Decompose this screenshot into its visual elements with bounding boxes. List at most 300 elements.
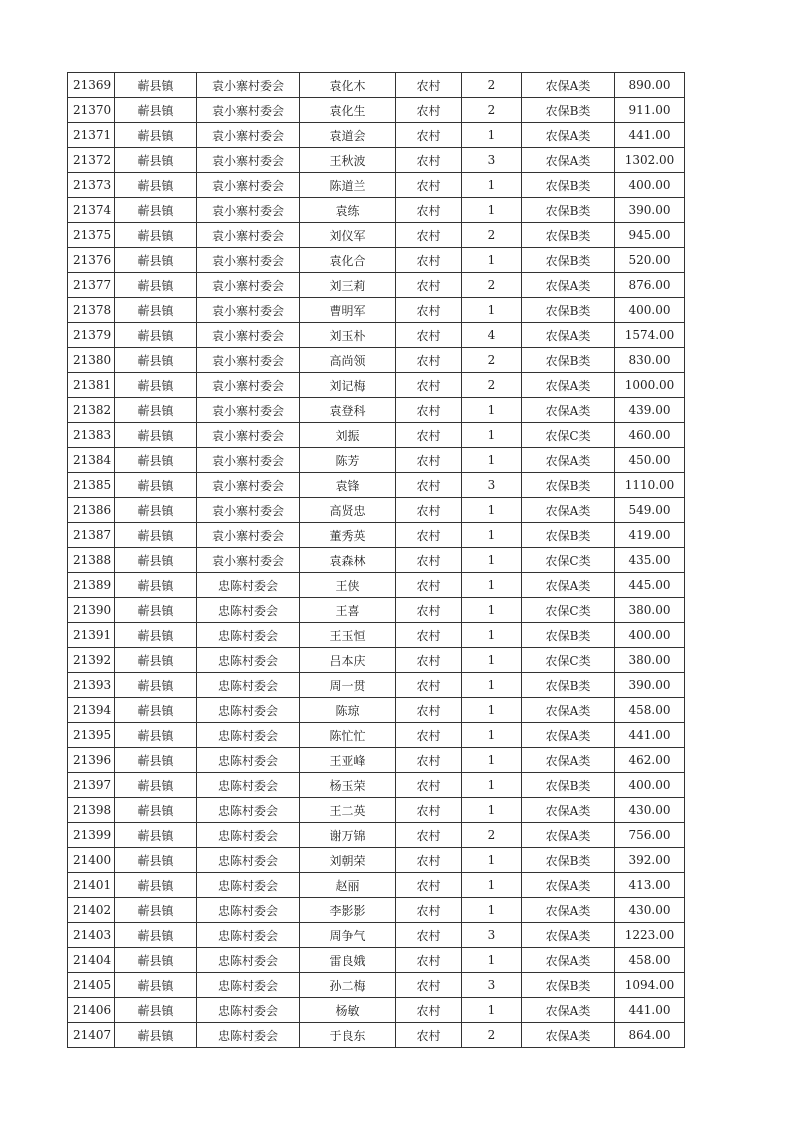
amount-cell: 392.00	[615, 848, 685, 873]
person-name-cell: 刘仪军	[300, 223, 396, 248]
persons-count-cell: 2	[462, 1023, 522, 1048]
insurance-category-cell: 农保A类	[522, 273, 615, 298]
table-row	[68, 498, 685, 523]
table-row	[68, 523, 685, 548]
person-name-cell: 王秋波	[300, 148, 396, 173]
person-name-cell: 刘玉朴	[300, 323, 396, 348]
village-committee-cell: 忠陈村委会	[197, 998, 300, 1023]
amount-cell: 400.00	[615, 173, 685, 198]
record-id-cell: 21394	[68, 698, 115, 723]
persons-count-cell: 2	[462, 348, 522, 373]
town-cell: 蕲县镇	[115, 748, 197, 773]
record-id-cell: 21380	[68, 348, 115, 373]
village-committee-cell: 忠陈村委会	[197, 648, 300, 673]
amount-cell: 441.00	[615, 998, 685, 1023]
table-row	[68, 573, 685, 598]
record-id-cell: 21401	[68, 873, 115, 898]
insurance-category-cell: 农保B类	[522, 223, 615, 248]
person-name-cell: 袁登科	[300, 398, 396, 423]
person-name-cell: 王喜	[300, 598, 396, 623]
amount-cell: 441.00	[615, 723, 685, 748]
table-row	[68, 948, 685, 973]
amount-cell: 911.00	[615, 98, 685, 123]
table-row	[68, 598, 685, 623]
record-id-cell: 21407	[68, 1023, 115, 1048]
amount-cell: 380.00	[615, 648, 685, 673]
record-id-cell: 21376	[68, 248, 115, 273]
household-type-cell: 农村	[396, 598, 462, 623]
table-row	[68, 248, 685, 273]
village-committee-cell: 袁小寨村委会	[197, 148, 300, 173]
table-row	[68, 98, 685, 123]
amount-cell: 1110.00	[615, 473, 685, 498]
amount-cell: 462.00	[615, 748, 685, 773]
persons-count-cell: 3	[462, 473, 522, 498]
household-type-cell: 农村	[396, 323, 462, 348]
household-type-cell: 农村	[396, 623, 462, 648]
record-id-cell: 21371	[68, 123, 115, 148]
insurance-category-cell: 农保A类	[522, 323, 615, 348]
person-name-cell: 赵丽	[300, 873, 396, 898]
persons-count-cell: 3	[462, 973, 522, 998]
roster-table	[67, 72, 685, 1048]
amount-cell: 400.00	[615, 298, 685, 323]
insurance-category-cell: 农保A类	[522, 148, 615, 173]
village-committee-cell: 忠陈村委会	[197, 898, 300, 923]
insurance-category-cell: 农保B类	[522, 973, 615, 998]
table-row	[68, 298, 685, 323]
amount-cell: 413.00	[615, 873, 685, 898]
person-name-cell: 刘振	[300, 423, 396, 448]
town-cell: 蕲县镇	[115, 73, 197, 98]
household-type-cell: 农村	[396, 648, 462, 673]
amount-cell: 419.00	[615, 523, 685, 548]
table-row	[68, 923, 685, 948]
town-cell: 蕲县镇	[115, 648, 197, 673]
persons-count-cell: 2	[462, 273, 522, 298]
amount-cell: 1302.00	[615, 148, 685, 173]
insurance-category-cell: 农保A类	[522, 498, 615, 523]
village-committee-cell: 忠陈村委会	[197, 573, 300, 598]
person-name-cell: 曹明军	[300, 298, 396, 323]
household-type-cell: 农村	[396, 148, 462, 173]
town-cell: 蕲县镇	[115, 698, 197, 723]
person-name-cell: 陈琼	[300, 698, 396, 723]
table-row	[68, 698, 685, 723]
persons-count-cell: 1	[462, 398, 522, 423]
household-type-cell: 农村	[396, 848, 462, 873]
persons-count-cell: 2	[462, 223, 522, 248]
table-row	[68, 773, 685, 798]
household-type-cell: 农村	[396, 823, 462, 848]
persons-count-cell: 1	[462, 873, 522, 898]
persons-count-cell: 1	[462, 123, 522, 148]
person-name-cell: 雷良娥	[300, 948, 396, 973]
table-row	[68, 998, 685, 1023]
amount-cell: 450.00	[615, 448, 685, 473]
village-committee-cell: 忠陈村委会	[197, 923, 300, 948]
household-type-cell: 农村	[396, 473, 462, 498]
insurance-category-cell: 农保B类	[522, 673, 615, 698]
household-type-cell: 农村	[396, 498, 462, 523]
record-id-cell: 21389	[68, 573, 115, 598]
village-committee-cell: 袁小寨村委会	[197, 548, 300, 573]
village-committee-cell: 袁小寨村委会	[197, 523, 300, 548]
person-name-cell: 谢万锦	[300, 823, 396, 848]
person-name-cell: 陈道兰	[300, 173, 396, 198]
table-row	[68, 1023, 685, 1048]
record-id-cell: 21387	[68, 523, 115, 548]
amount-cell: 430.00	[615, 798, 685, 823]
town-cell: 蕲县镇	[115, 598, 197, 623]
amount-cell: 864.00	[615, 1023, 685, 1048]
record-id-cell: 21390	[68, 598, 115, 623]
person-name-cell: 袁化生	[300, 98, 396, 123]
amount-cell: 1000.00	[615, 373, 685, 398]
town-cell: 蕲县镇	[115, 98, 197, 123]
person-name-cell: 杨玉荣	[300, 773, 396, 798]
town-cell: 蕲县镇	[115, 848, 197, 873]
record-id-cell: 21396	[68, 748, 115, 773]
insurance-category-cell: 农保A类	[522, 823, 615, 848]
insurance-category-cell: 农保C类	[522, 548, 615, 573]
amount-cell: 520.00	[615, 248, 685, 273]
record-id-cell: 21397	[68, 773, 115, 798]
person-name-cell: 王玉恒	[300, 623, 396, 648]
town-cell: 蕲县镇	[115, 398, 197, 423]
insurance-category-cell: 农保B类	[522, 848, 615, 873]
household-type-cell: 农村	[396, 98, 462, 123]
village-committee-cell: 袁小寨村委会	[197, 423, 300, 448]
amount-cell: 435.00	[615, 548, 685, 573]
household-type-cell: 农村	[396, 123, 462, 148]
town-cell: 蕲县镇	[115, 298, 197, 323]
village-committee-cell: 袁小寨村委会	[197, 323, 300, 348]
persons-count-cell: 3	[462, 923, 522, 948]
village-committee-cell: 袁小寨村委会	[197, 198, 300, 223]
person-name-cell: 孙二梅	[300, 973, 396, 998]
person-name-cell: 高尚领	[300, 348, 396, 373]
insurance-category-cell: 农保A类	[522, 948, 615, 973]
household-type-cell: 农村	[396, 348, 462, 373]
table-row	[68, 123, 685, 148]
persons-count-cell: 1	[462, 298, 522, 323]
amount-cell: 460.00	[615, 423, 685, 448]
household-type-cell: 农村	[396, 373, 462, 398]
person-name-cell: 袁道会	[300, 123, 396, 148]
person-name-cell: 袁锋	[300, 473, 396, 498]
household-type-cell: 农村	[396, 73, 462, 98]
town-cell: 蕲县镇	[115, 423, 197, 448]
table-row	[68, 548, 685, 573]
insurance-category-cell: 农保B类	[522, 473, 615, 498]
village-committee-cell: 袁小寨村委会	[197, 248, 300, 273]
table-row	[68, 623, 685, 648]
amount-cell: 890.00	[615, 73, 685, 98]
record-id-cell: 21378	[68, 298, 115, 323]
record-id-cell: 21402	[68, 898, 115, 923]
table-row	[68, 148, 685, 173]
village-committee-cell: 忠陈村委会	[197, 973, 300, 998]
persons-count-cell: 1	[462, 498, 522, 523]
insurance-category-cell: 农保A类	[522, 698, 615, 723]
household-type-cell: 农村	[396, 223, 462, 248]
persons-count-cell: 1	[462, 848, 522, 873]
persons-count-cell: 3	[462, 148, 522, 173]
household-type-cell: 农村	[396, 798, 462, 823]
person-name-cell: 袁森林	[300, 548, 396, 573]
town-cell: 蕲县镇	[115, 198, 197, 223]
person-name-cell: 袁化木	[300, 73, 396, 98]
record-id-cell: 21379	[68, 323, 115, 348]
table-row	[68, 798, 685, 823]
household-type-cell: 农村	[396, 948, 462, 973]
person-name-cell: 周一贯	[300, 673, 396, 698]
persons-count-cell: 1	[462, 448, 522, 473]
insurance-category-cell: 农保A类	[522, 873, 615, 898]
town-cell: 蕲县镇	[115, 573, 197, 598]
amount-cell: 390.00	[615, 198, 685, 223]
table-row	[68, 173, 685, 198]
village-committee-cell: 忠陈村委会	[197, 848, 300, 873]
persons-count-cell: 1	[462, 623, 522, 648]
person-name-cell: 王亚峰	[300, 748, 396, 773]
person-name-cell: 王侠	[300, 573, 396, 598]
amount-cell: 549.00	[615, 498, 685, 523]
table-row	[68, 348, 685, 373]
household-type-cell: 农村	[396, 898, 462, 923]
village-committee-cell: 忠陈村委会	[197, 873, 300, 898]
town-cell: 蕲县镇	[115, 873, 197, 898]
insurance-category-cell: 农保C类	[522, 648, 615, 673]
household-type-cell: 农村	[396, 523, 462, 548]
household-type-cell: 农村	[396, 173, 462, 198]
town-cell: 蕲县镇	[115, 373, 197, 398]
amount-cell: 945.00	[615, 223, 685, 248]
record-id-cell: 21399	[68, 823, 115, 848]
person-name-cell: 于良东	[300, 1023, 396, 1048]
insurance-category-cell: 农保A类	[522, 723, 615, 748]
record-id-cell: 21377	[68, 273, 115, 298]
village-committee-cell: 袁小寨村委会	[197, 223, 300, 248]
town-cell: 蕲县镇	[115, 798, 197, 823]
household-type-cell: 农村	[396, 298, 462, 323]
persons-count-cell: 1	[462, 998, 522, 1023]
town-cell: 蕲县镇	[115, 923, 197, 948]
amount-cell: 430.00	[615, 898, 685, 923]
insurance-category-cell: 农保B类	[522, 198, 615, 223]
household-type-cell: 农村	[396, 873, 462, 898]
record-id-cell: 21386	[68, 498, 115, 523]
person-name-cell: 袁化合	[300, 248, 396, 273]
village-committee-cell: 袁小寨村委会	[197, 123, 300, 148]
persons-count-cell: 1	[462, 248, 522, 273]
record-id-cell: 21400	[68, 848, 115, 873]
amount-cell: 756.00	[615, 823, 685, 848]
record-id-cell: 21398	[68, 798, 115, 823]
amount-cell: 1223.00	[615, 923, 685, 948]
table-row	[68, 323, 685, 348]
person-name-cell: 李影影	[300, 898, 396, 923]
town-cell: 蕲县镇	[115, 998, 197, 1023]
household-type-cell: 农村	[396, 748, 462, 773]
town-cell: 蕲县镇	[115, 673, 197, 698]
record-id-cell: 21406	[68, 998, 115, 1023]
town-cell: 蕲县镇	[115, 223, 197, 248]
household-type-cell: 农村	[396, 548, 462, 573]
town-cell: 蕲县镇	[115, 948, 197, 973]
persons-count-cell: 1	[462, 698, 522, 723]
amount-cell: 458.00	[615, 948, 685, 973]
amount-cell: 439.00	[615, 398, 685, 423]
household-type-cell: 农村	[396, 973, 462, 998]
persons-count-cell: 1	[462, 598, 522, 623]
person-name-cell: 高贤忠	[300, 498, 396, 523]
village-committee-cell: 袁小寨村委会	[197, 298, 300, 323]
town-cell: 蕲县镇	[115, 323, 197, 348]
record-id-cell: 21395	[68, 723, 115, 748]
insurance-category-cell: 农保B类	[522, 173, 615, 198]
record-id-cell: 21381	[68, 373, 115, 398]
insurance-category-cell: 农保C类	[522, 423, 615, 448]
persons-count-cell: 1	[462, 723, 522, 748]
town-cell: 蕲县镇	[115, 348, 197, 373]
person-name-cell: 陈芳	[300, 448, 396, 473]
amount-cell: 876.00	[615, 273, 685, 298]
village-committee-cell: 忠陈村委会	[197, 823, 300, 848]
record-id-cell: 21375	[68, 223, 115, 248]
amount-cell: 1574.00	[615, 323, 685, 348]
table-row	[68, 898, 685, 923]
insurance-category-cell: 农保A类	[522, 798, 615, 823]
record-id-cell: 21385	[68, 473, 115, 498]
village-committee-cell: 忠陈村委会	[197, 623, 300, 648]
table-row	[68, 473, 685, 498]
insurance-category-cell: 农保B类	[522, 248, 615, 273]
town-cell: 蕲县镇	[115, 123, 197, 148]
record-id-cell: 21370	[68, 98, 115, 123]
insurance-category-cell: 农保A类	[522, 73, 615, 98]
record-id-cell: 21391	[68, 623, 115, 648]
record-id-cell: 21384	[68, 448, 115, 473]
insurance-category-cell: 农保B类	[522, 298, 615, 323]
village-committee-cell: 忠陈村委会	[197, 748, 300, 773]
persons-count-cell: 1	[462, 198, 522, 223]
insurance-category-cell: 农保A类	[522, 1023, 615, 1048]
insurance-category-cell: 农保B类	[522, 98, 615, 123]
village-committee-cell: 忠陈村委会	[197, 798, 300, 823]
table-row	[68, 823, 685, 848]
person-name-cell: 刘三莉	[300, 273, 396, 298]
table-row	[68, 973, 685, 998]
household-type-cell: 农村	[396, 423, 462, 448]
village-committee-cell: 袁小寨村委会	[197, 173, 300, 198]
roster-body	[68, 73, 685, 1048]
village-committee-cell: 忠陈村委会	[197, 948, 300, 973]
town-cell: 蕲县镇	[115, 898, 197, 923]
persons-count-cell: 1	[462, 173, 522, 198]
persons-count-cell: 2	[462, 373, 522, 398]
person-name-cell: 王二英	[300, 798, 396, 823]
town-cell: 蕲县镇	[115, 623, 197, 648]
record-id-cell: 21403	[68, 923, 115, 948]
household-type-cell: 农村	[396, 1023, 462, 1048]
table-row	[68, 198, 685, 223]
household-type-cell: 农村	[396, 998, 462, 1023]
table-row	[68, 373, 685, 398]
table-row	[68, 73, 685, 98]
household-type-cell: 农村	[396, 773, 462, 798]
record-id-cell: 21373	[68, 173, 115, 198]
household-type-cell: 农村	[396, 448, 462, 473]
household-type-cell: 农村	[396, 248, 462, 273]
table-row	[68, 448, 685, 473]
persons-count-cell: 1	[462, 673, 522, 698]
insurance-category-cell: 农保A类	[522, 573, 615, 598]
household-type-cell: 农村	[396, 573, 462, 598]
table-row	[68, 398, 685, 423]
village-committee-cell: 袁小寨村委会	[197, 348, 300, 373]
persons-count-cell: 1	[462, 748, 522, 773]
record-id-cell: 21374	[68, 198, 115, 223]
persons-count-cell: 1	[462, 548, 522, 573]
persons-count-cell: 1	[462, 798, 522, 823]
persons-count-cell: 1	[462, 648, 522, 673]
persons-count-cell: 1	[462, 948, 522, 973]
amount-cell: 1094.00	[615, 973, 685, 998]
person-name-cell: 陈忙忙	[300, 723, 396, 748]
town-cell: 蕲县镇	[115, 823, 197, 848]
amount-cell: 390.00	[615, 673, 685, 698]
amount-cell: 441.00	[615, 123, 685, 148]
village-committee-cell: 忠陈村委会	[197, 698, 300, 723]
town-cell: 蕲县镇	[115, 723, 197, 748]
table-row	[68, 673, 685, 698]
persons-count-cell: 1	[462, 573, 522, 598]
insurance-category-cell: 农保A类	[522, 123, 615, 148]
amount-cell: 445.00	[615, 573, 685, 598]
town-cell: 蕲县镇	[115, 548, 197, 573]
amount-cell: 400.00	[615, 773, 685, 798]
town-cell: 蕲县镇	[115, 273, 197, 298]
town-cell: 蕲县镇	[115, 1023, 197, 1048]
village-committee-cell: 袁小寨村委会	[197, 373, 300, 398]
insurance-category-cell: 农保B类	[522, 623, 615, 648]
person-name-cell: 杨敏	[300, 998, 396, 1023]
persons-count-cell: 2	[462, 823, 522, 848]
table-row	[68, 873, 685, 898]
person-name-cell: 刘朝荣	[300, 848, 396, 873]
record-id-cell: 21388	[68, 548, 115, 573]
record-id-cell: 21393	[68, 673, 115, 698]
village-committee-cell: 袁小寨村委会	[197, 273, 300, 298]
persons-count-cell: 4	[462, 323, 522, 348]
household-type-cell: 农村	[396, 398, 462, 423]
table-row	[68, 748, 685, 773]
persons-count-cell: 1	[462, 523, 522, 548]
village-committee-cell: 忠陈村委会	[197, 723, 300, 748]
amount-cell: 458.00	[615, 698, 685, 723]
household-type-cell: 农村	[396, 723, 462, 748]
insurance-category-cell: 农保A类	[522, 998, 615, 1023]
household-type-cell: 农村	[396, 923, 462, 948]
village-committee-cell: 袁小寨村委会	[197, 498, 300, 523]
town-cell: 蕲县镇	[115, 473, 197, 498]
table-row	[68, 223, 685, 248]
town-cell: 蕲县镇	[115, 773, 197, 798]
town-cell: 蕲县镇	[115, 173, 197, 198]
insurance-category-cell: 农保A类	[522, 398, 615, 423]
